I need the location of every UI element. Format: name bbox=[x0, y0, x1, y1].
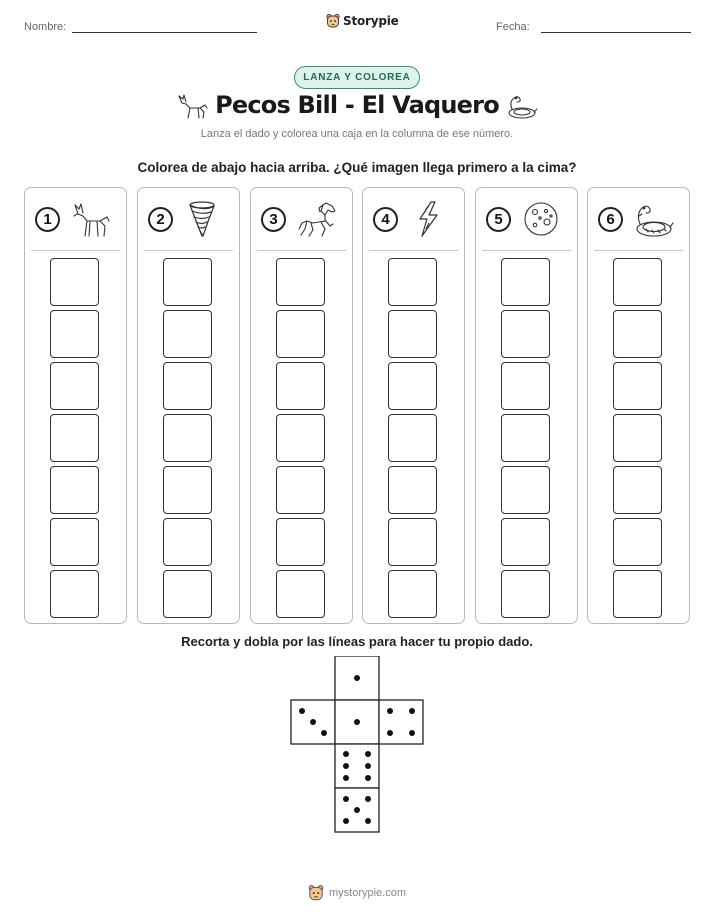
color-box[interactable] bbox=[50, 362, 99, 410]
color-box[interactable] bbox=[613, 362, 662, 410]
date-line[interactable] bbox=[541, 32, 691, 33]
color-box[interactable] bbox=[276, 310, 325, 358]
color-box[interactable] bbox=[163, 362, 212, 410]
moon-icon bbox=[520, 199, 562, 239]
rattlesnake-icon bbox=[506, 92, 538, 120]
color-box[interactable] bbox=[163, 310, 212, 358]
cut-instruction: Recorta y dobla por las líneas para hacer tu propio dado. bbox=[181, 634, 533, 649]
color-box[interactable] bbox=[388, 414, 437, 462]
color-box[interactable] bbox=[276, 362, 325, 410]
footer bbox=[308, 884, 406, 902]
die-face-6 bbox=[335, 744, 379, 788]
column-1 bbox=[24, 187, 127, 624]
color-box[interactable] bbox=[613, 466, 662, 514]
color-box[interactable] bbox=[388, 310, 437, 358]
column-3 bbox=[250, 187, 353, 624]
color-box[interactable] bbox=[388, 518, 437, 566]
color-box[interactable] bbox=[613, 570, 662, 618]
column-divider bbox=[594, 250, 683, 251]
column-number: 2 bbox=[148, 207, 173, 232]
date-label: Fecha: bbox=[496, 21, 530, 33]
color-box[interactable] bbox=[50, 570, 99, 618]
coyote-icon bbox=[69, 199, 111, 239]
color-box[interactable] bbox=[163, 570, 212, 618]
color-box[interactable] bbox=[50, 310, 99, 358]
column-number: 6 bbox=[598, 207, 623, 232]
footer-url[interactable]: mystorypie.com bbox=[329, 887, 407, 899]
column-divider bbox=[369, 250, 458, 251]
color-box[interactable] bbox=[163, 258, 212, 306]
storypie-mascot-icon bbox=[326, 13, 340, 29]
column-5 bbox=[475, 187, 578, 624]
die-face-4 bbox=[379, 700, 423, 744]
column-6 bbox=[587, 187, 690, 624]
page-title: Pecos Bill - El Vaquero bbox=[215, 91, 499, 119]
column-divider bbox=[31, 250, 120, 251]
color-box[interactable] bbox=[613, 414, 662, 462]
dice-net bbox=[290, 656, 426, 836]
column-number: 5 bbox=[486, 207, 511, 232]
column-number: 3 bbox=[261, 207, 286, 232]
activity-badge: LANZA Y COLOREA bbox=[294, 66, 420, 89]
column-4 bbox=[362, 187, 465, 624]
color-box[interactable] bbox=[276, 570, 325, 618]
coloring-instruction: Colorea de abajo hacia arriba. ¿Qué imagen llega primero a la cima? bbox=[137, 160, 577, 175]
color-box[interactable] bbox=[501, 362, 550, 410]
lightning-icon bbox=[407, 199, 449, 239]
color-box[interactable] bbox=[501, 414, 550, 462]
color-box[interactable] bbox=[163, 414, 212, 462]
color-box[interactable] bbox=[613, 258, 662, 306]
color-box[interactable] bbox=[501, 466, 550, 514]
color-box[interactable] bbox=[501, 310, 550, 358]
color-box[interactable] bbox=[50, 518, 99, 566]
color-box[interactable] bbox=[50, 258, 99, 306]
column-divider bbox=[482, 250, 571, 251]
name-line[interactable] bbox=[72, 32, 257, 33]
color-box[interactable] bbox=[50, 466, 99, 514]
color-box[interactable] bbox=[388, 466, 437, 514]
color-box[interactable] bbox=[276, 258, 325, 306]
color-box[interactable] bbox=[50, 414, 99, 462]
color-box[interactable] bbox=[276, 466, 325, 514]
color-box[interactable] bbox=[501, 570, 550, 618]
color-box[interactable] bbox=[163, 466, 212, 514]
color-box[interactable] bbox=[501, 518, 550, 566]
color-box[interactable] bbox=[388, 362, 437, 410]
color-box[interactable] bbox=[276, 414, 325, 462]
color-box[interactable] bbox=[388, 570, 437, 618]
color-box[interactable] bbox=[388, 258, 437, 306]
column-number: 4 bbox=[373, 207, 398, 232]
page-subtitle: Lanza el dado y colorea una caja en la columna de ese número. bbox=[200, 128, 514, 140]
brand-logo bbox=[326, 13, 399, 29]
color-box[interactable] bbox=[501, 258, 550, 306]
color-box[interactable] bbox=[163, 518, 212, 566]
column-divider bbox=[257, 250, 346, 251]
storypie-mascot-icon bbox=[308, 884, 324, 902]
column-number: 1 bbox=[35, 207, 60, 232]
color-box[interactable] bbox=[613, 310, 662, 358]
column-2 bbox=[137, 187, 240, 624]
rattlesnake-icon bbox=[632, 199, 674, 239]
color-box[interactable] bbox=[276, 518, 325, 566]
color-box[interactable] bbox=[613, 518, 662, 566]
tornado-icon bbox=[182, 199, 224, 239]
column-divider bbox=[144, 250, 233, 251]
name-label: Nombre: bbox=[24, 21, 67, 33]
brand-name: Storypie bbox=[343, 14, 399, 28]
horse-icon bbox=[295, 199, 337, 239]
